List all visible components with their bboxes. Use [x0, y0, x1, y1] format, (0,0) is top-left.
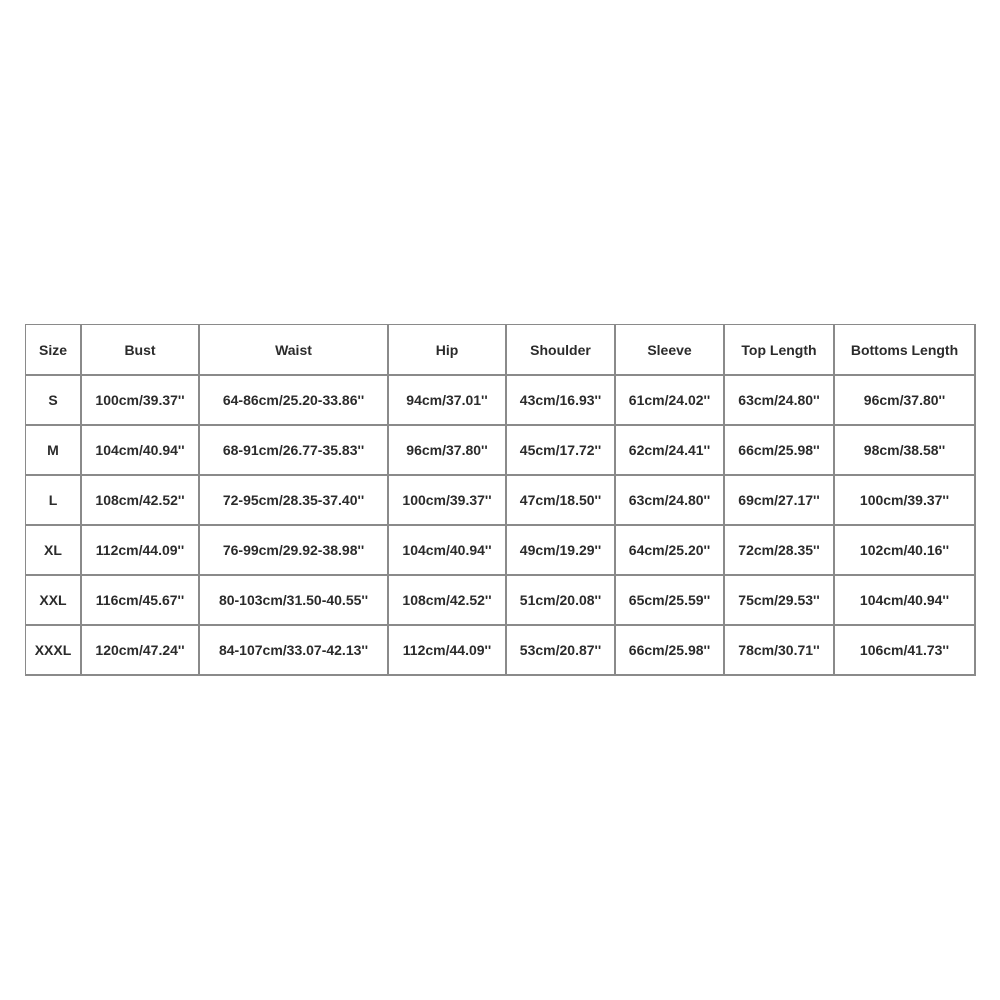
- cell-size: M: [26, 426, 82, 476]
- cell-hip: 94cm/37.01'': [389, 376, 507, 426]
- cell-size: XXL: [26, 576, 82, 626]
- cell-sleeve: 65cm/25.59'': [616, 576, 725, 626]
- cell-bottoms-length: 100cm/39.37'': [835, 476, 976, 526]
- cell-top-length: 78cm/30.71'': [725, 626, 835, 676]
- cell-size: L: [26, 476, 82, 526]
- table-row: [26, 376, 976, 426]
- table-row: [26, 576, 976, 626]
- header-sleeve: Sleeve: [616, 325, 725, 376]
- cell-bust: 100cm/39.37'': [82, 376, 200, 426]
- cell-size: XXXL: [26, 626, 82, 676]
- cell-top-length: 69cm/27.17'': [725, 476, 835, 526]
- cell-waist: 84-107cm/33.07-42.13'': [200, 626, 389, 676]
- cell-top-length: 63cm/24.80'': [725, 376, 835, 426]
- table-row: [26, 526, 976, 576]
- cell-shoulder: 49cm/19.29'': [507, 526, 616, 576]
- header-hip: Hip: [389, 325, 507, 376]
- cell-waist: 68-91cm/26.77-35.83'': [200, 426, 389, 476]
- cell-sleeve: 61cm/24.02'': [616, 376, 725, 426]
- cell-sleeve: 63cm/24.80'': [616, 476, 725, 526]
- cell-shoulder: 43cm/16.93'': [507, 376, 616, 426]
- cell-top-length: 75cm/29.53'': [725, 576, 835, 626]
- cell-hip: 112cm/44.09'': [389, 626, 507, 676]
- cell-hip: 104cm/40.94'': [389, 526, 507, 576]
- header-bottoms-length: Bottoms Length: [835, 325, 976, 376]
- cell-size: XL: [26, 526, 82, 576]
- cell-bust: 108cm/42.52'': [82, 476, 200, 526]
- cell-waist: 80-103cm/31.50-40.55'': [200, 576, 389, 626]
- cell-sleeve: 66cm/25.98'': [616, 626, 725, 676]
- cell-top-length: 66cm/25.98'': [725, 426, 835, 476]
- cell-bust: 120cm/47.24'': [82, 626, 200, 676]
- table-row: [26, 426, 976, 476]
- cell-bottoms-length: 102cm/40.16'': [835, 526, 976, 576]
- cell-bust: 116cm/45.67'': [82, 576, 200, 626]
- table-row: [26, 626, 976, 676]
- cell-bottoms-length: 98cm/38.58'': [835, 426, 976, 476]
- cell-bust: 104cm/40.94'': [82, 426, 200, 476]
- cell-waist: 76-99cm/29.92-38.98'': [200, 526, 389, 576]
- cell-shoulder: 51cm/20.08'': [507, 576, 616, 626]
- cell-top-length: 72cm/28.35'': [725, 526, 835, 576]
- header-shoulder: Shoulder: [507, 325, 616, 376]
- cell-hip: 100cm/39.37'': [389, 476, 507, 526]
- header-waist: Waist: [200, 325, 389, 376]
- size-chart-table: [25, 324, 976, 676]
- cell-sleeve: 64cm/25.20'': [616, 526, 725, 576]
- header-top-length: Top Length: [725, 325, 835, 376]
- cell-sleeve: 62cm/24.41'': [616, 426, 725, 476]
- cell-waist: 64-86cm/25.20-33.86'': [200, 376, 389, 426]
- cell-bottoms-length: 106cm/41.73'': [835, 626, 976, 676]
- header-row: [26, 325, 976, 376]
- cell-hip: 96cm/37.80'': [389, 426, 507, 476]
- cell-bust: 112cm/44.09'': [82, 526, 200, 576]
- header-bust: Bust: [82, 325, 200, 376]
- header-size: Size: [26, 325, 82, 376]
- table-row: [26, 476, 976, 526]
- cell-size: S: [26, 376, 82, 426]
- cell-shoulder: 45cm/17.72'': [507, 426, 616, 476]
- cell-shoulder: 47cm/18.50'': [507, 476, 616, 526]
- cell-bottoms-length: 96cm/37.80'': [835, 376, 976, 426]
- cell-bottoms-length: 104cm/40.94'': [835, 576, 976, 626]
- cell-shoulder: 53cm/20.87'': [507, 626, 616, 676]
- cell-hip: 108cm/42.52'': [389, 576, 507, 626]
- cell-waist: 72-95cm/28.35-37.40'': [200, 476, 389, 526]
